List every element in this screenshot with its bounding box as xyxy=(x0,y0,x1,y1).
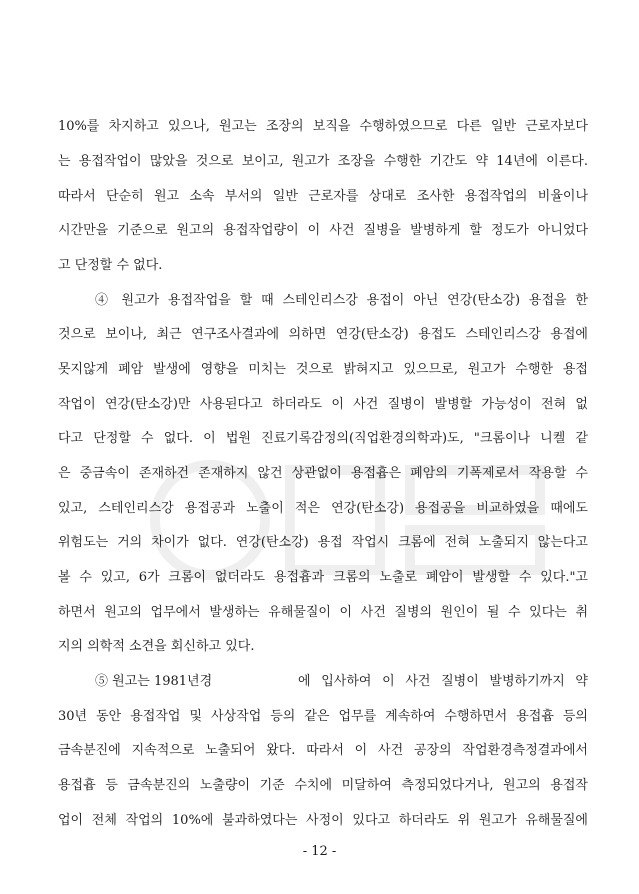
text-line: 업이 전체 작업의 10%에 불과하였다는 사정이 있다고 하더라도 위 원고가 유해물질에 xyxy=(58,813,588,828)
text-line: 따라서 단순히 원고 소속 부서의 일반 근로자를 상대로 조사한 용접작업의 비율이나 xyxy=(58,189,588,204)
text-line: 금속분진에 지속적으로 노출되어 왔다. 따라서 이 사건 공장의 작업환경측정결과에서 xyxy=(58,743,588,758)
text-line: 다고 단정할 수 없다. 이 법원 진료기록감정의(직업환경의학과)도, "크롬이나 니켈 같 xyxy=(58,431,588,446)
text-line: ④ 원고가 용접작업을 할 때 스테인리스강 용접이 아닌 연강(탄소강) 용접을 한 xyxy=(95,293,588,308)
text-line: 것으로 보이나, 최근 연구조사결과에 의하면 연강(탄소강) 용접도 스테인리스강 용접에 xyxy=(58,327,588,342)
text-line: 하면서 원고의 업무에서 발생하는 유해물질이 이 사건 질병의 원인이 될 수 있다는 취 xyxy=(58,605,588,620)
text-line: 은 중금속이 존재하건 존재하지 않건 상관없이 용접흄은 폐암의 기폭제로서 작용할 수 xyxy=(58,466,588,481)
text-line: 고 단정할 수 없다. xyxy=(58,258,163,273)
text-line: 지의 의학적 소견을 회신하고 있다. xyxy=(58,639,255,654)
text-line: 위험도는 거의 차이가 없다. 연강(탄소강) 용접 작업시 크롬에 전혀 노출되지 않는다고 xyxy=(58,535,588,550)
text-line: 시간만을 기준으로 원고의 용접작업량이 이 사건 질병을 발병하게 할 정도가 아니었다 xyxy=(58,223,588,238)
text-line: 는 용접작업이 많았을 것으로 보이고, 원고가 조장을 수행한 기간도 약 14년에 이른다. xyxy=(58,154,588,169)
text-line: 30년 동안 용접작업 및 사상작업 등의 같은 업무를 계속하여 수행하면서 용접흄 등의 xyxy=(58,709,588,724)
text-line: 10%를 차지하고 있으나, 원고는 조장의 보직을 수행하였으므로 다른 일반 근로자보다 xyxy=(58,119,588,134)
text-line: 용접흄 등 금속분진의 노출량이 기준 수치에 미달하여 측정되었다거나, 원고의 용접작 xyxy=(58,778,588,793)
text-line: 볼 수 있고, 6가 크롬이 없더라도 용접흄과 크롬의 노출로 폐암이 발생할 수 있다."고 xyxy=(58,570,588,585)
text-line: 있고, 스테인리스강 용접공과 노출이 적은 연강(탄소강) 용접공을 비교하였을 때에도 xyxy=(58,501,588,516)
page-number: - 12 - xyxy=(302,844,337,859)
text-line: 작업이 연강(탄소강)만 사용된다고 하더라도 이 사건 질병이 발병할 가능성이 전혀 없 xyxy=(58,397,588,412)
text-line: 에 입사하여 이 사건 질병이 발병하기까지 약 xyxy=(298,674,588,689)
text-line: 못지않게 폐암 발생에 영향을 미치는 것으로 밝혀지고 있으므로, 원고가 수행한 용접 xyxy=(58,362,588,377)
text-line: ⑤ 원고는 1981년경 xyxy=(95,674,213,689)
